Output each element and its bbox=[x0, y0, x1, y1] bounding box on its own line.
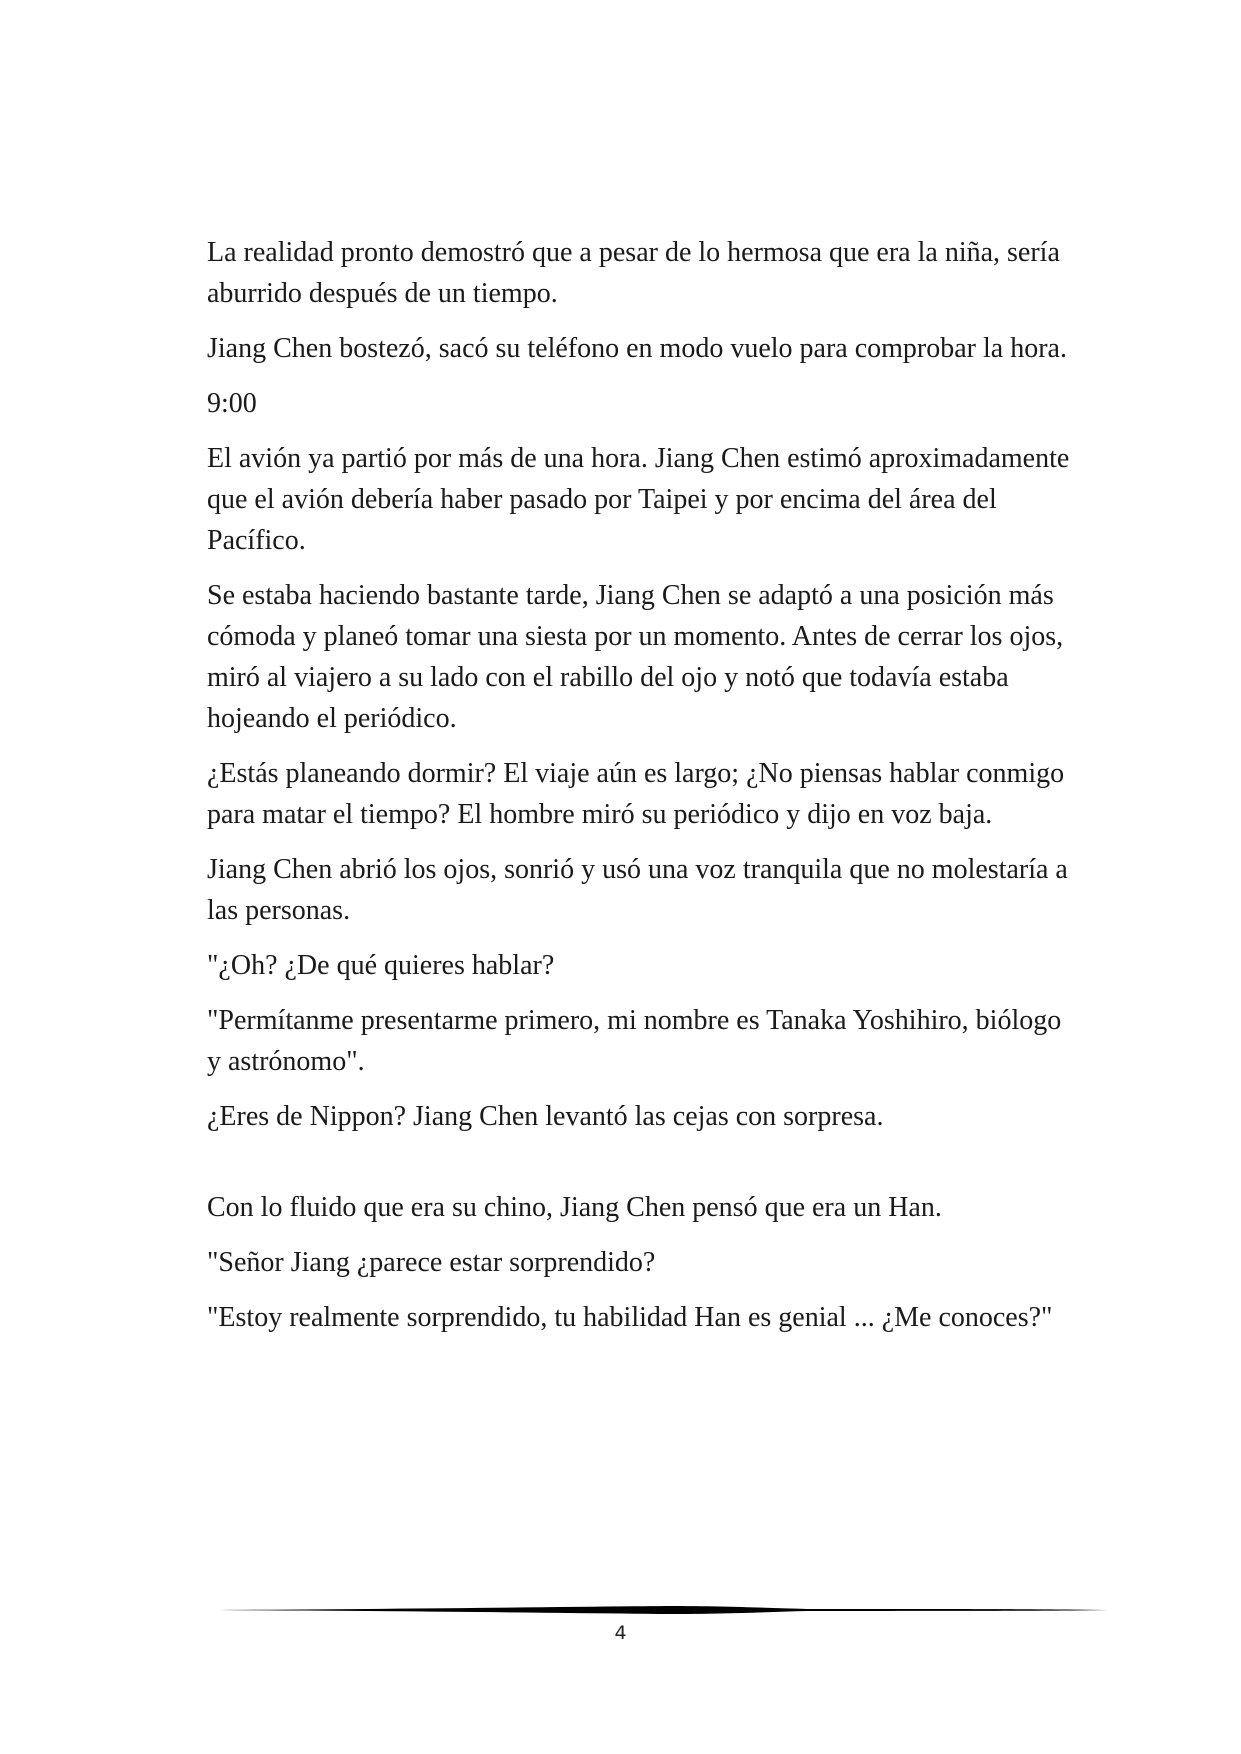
paragraph: Jiang Chen abrió los ojos, sonrió y usó una voz tranquila que no molestaría a las personas. bbox=[207, 854, 1068, 926]
footer-divider bbox=[207, 1604, 1107, 1616]
page-number: 4 bbox=[614, 1622, 627, 1644]
paragraph: Se estaba haciendo bastante tarde, Jiang Chen se adaptó a una posición más cómoda y planeó tomar una siesta por un momento. Antes de cerrar los ojos, miró al viajero a su lado con el rabillo del ojo y notó que todavía estaba hojeando el periódico. bbox=[207, 580, 1064, 734]
paragraph: Con lo fluido que era su chino, Jiang Chen pensó que era un Han. bbox=[207, 1192, 942, 1223]
paragraph: El avión ya partió por más de una hora. Jiang Chen estimó aproximadamente que el avión debería haber pasado por Taipei y por encima del área del Pacífico. bbox=[207, 443, 1070, 556]
paragraph: "Permítanme presentarme primero, mi nombre es Tanaka Yoshihiro, biólogo y astrónomo". bbox=[207, 1005, 1062, 1077]
paragraph: Jiang Chen bostezó, sacó su teléfono en modo vuelo para comprobar la hora. bbox=[207, 333, 1067, 364]
paragraph: ¿Estás planeando dormir? El viaje aún es largo; ¿No piensas hablar conmigo para matar el tiempo? El hombre miró su periódico y dijo en voz baja. bbox=[207, 758, 1065, 830]
paragraph: "Señor Jiang ¿parece estar sorprendido? bbox=[207, 1247, 656, 1278]
paragraph: La realidad pronto demostró que a pesar de lo hermosa que era la niña, sería aburrido después de un tiempo. bbox=[207, 237, 1060, 309]
paragraph: "Estoy realmente sorprendido, tu habilidad Han es genial ... ¿Me conoces?" bbox=[207, 1302, 1053, 1333]
body-text bbox=[207, 232, 1077, 1352]
paragraph: 9:00 bbox=[207, 388, 257, 419]
paragraph: ¿Eres de Nippon? Jiang Chen levantó las cejas con sorpresa. bbox=[207, 1101, 884, 1132]
paragraph: "¿Oh? ¿De qué quieres hablar? bbox=[207, 950, 555, 981]
